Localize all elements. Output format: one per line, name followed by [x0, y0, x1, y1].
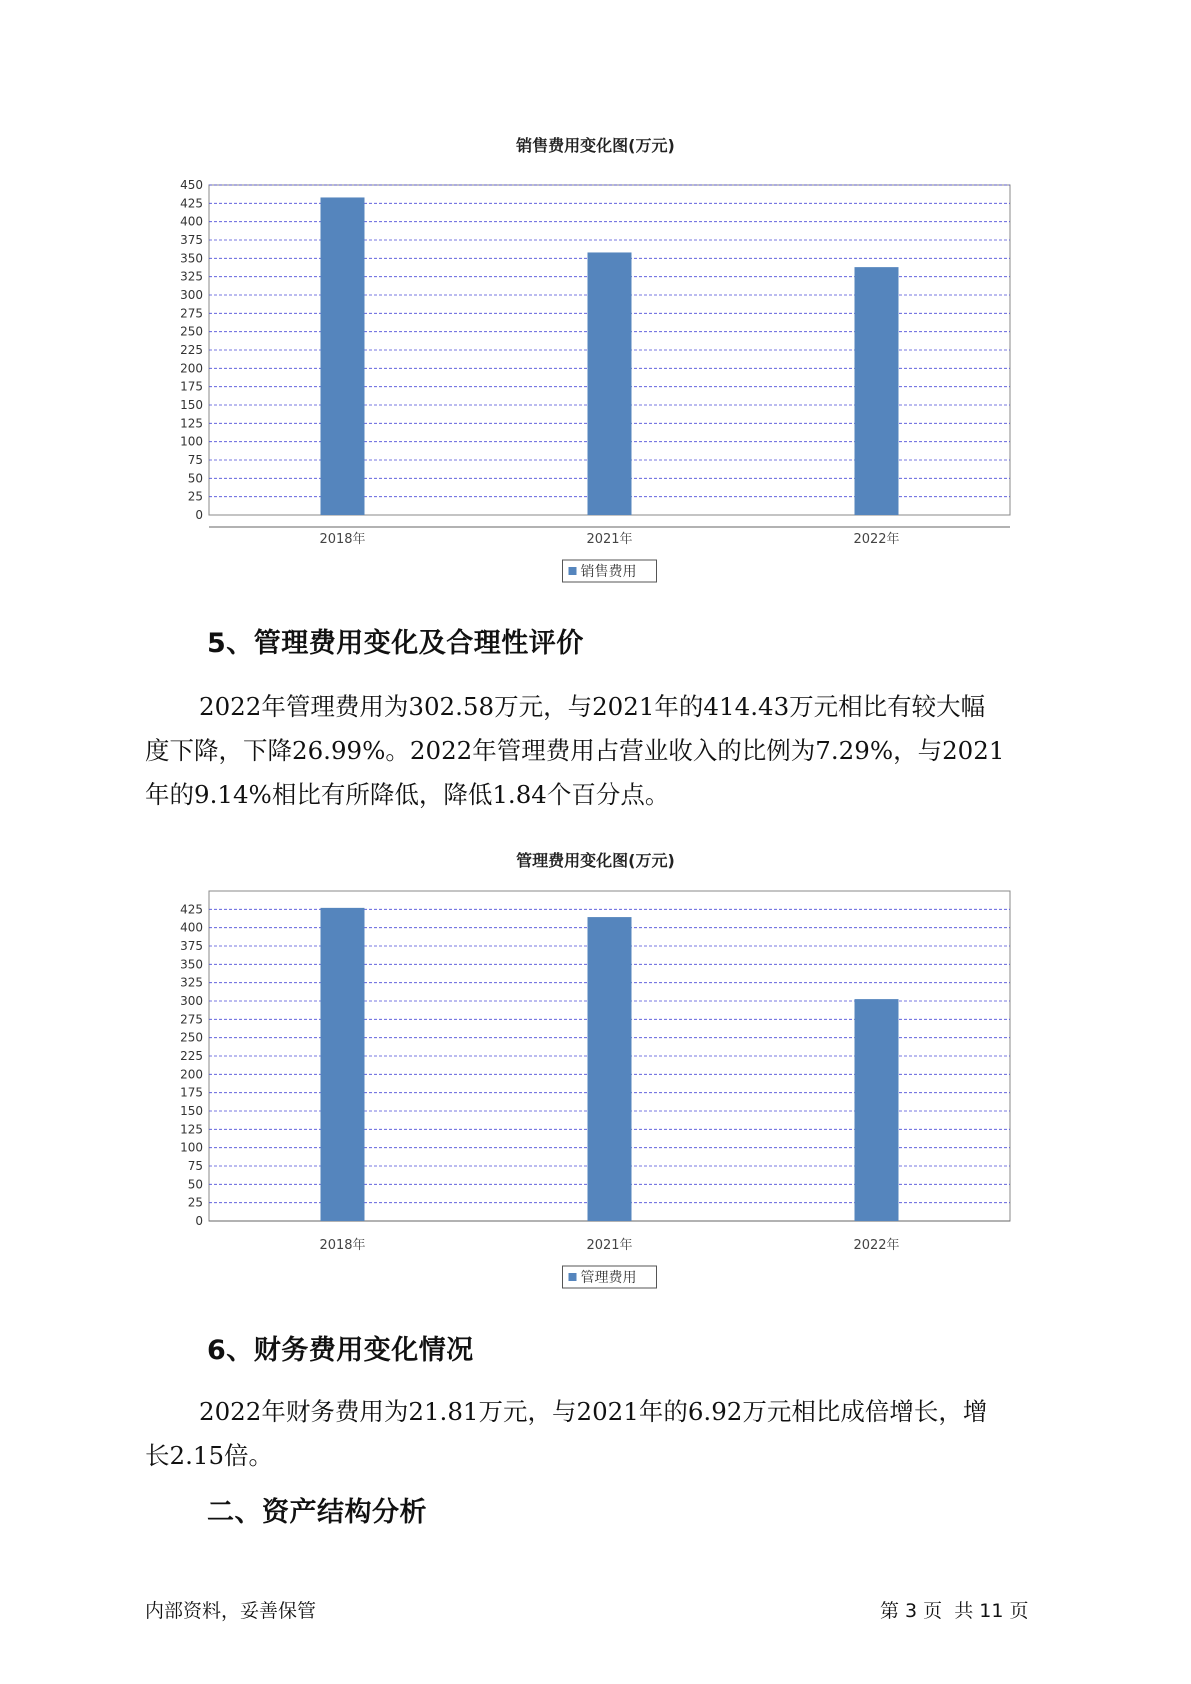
paragraph-line: 度下降，下降26.99%。2022年管理费用占营业收入的比例为7.29%，与2021	[145, 736, 1005, 765]
section-6-paragraph	[145, 1390, 1055, 1478]
y-tick-label: 200	[180, 1067, 203, 1082]
y-tick-label: 250	[180, 324, 203, 339]
y-tick-label: 325	[180, 269, 203, 284]
y-tick-label: 300	[180, 288, 203, 302]
y-tick-label: 25	[187, 489, 203, 504]
y-tick-label: 175	[180, 379, 203, 394]
y-tick-label: 100	[180, 1140, 203, 1155]
y-tick-label: 0	[195, 1214, 203, 1228]
y-tick-label: 50	[187, 471, 203, 486]
y-tick-label: 400	[180, 214, 203, 229]
legend-swatch	[569, 1273, 577, 1281]
bar	[321, 908, 365, 1221]
asset-structure-heading: 二、资产结构分析	[207, 1497, 427, 1528]
paragraph-line: 年的9.14%相比有所降低，降低1.84个百分点。	[145, 780, 670, 809]
y-tick-label: 400	[180, 920, 203, 935]
y-tick-label: 375	[180, 233, 203, 247]
y-tick-label: 175	[180, 1085, 203, 1100]
legend-label: 管理费用	[580, 1270, 637, 1286]
y-tick-label: 75	[187, 453, 203, 467]
y-tick-label: 25	[187, 1195, 203, 1210]
sales-expense-chart-title: 销售费用变化图(万元)	[516, 136, 675, 155]
x-tick-label: 2021年	[586, 1238, 633, 1253]
y-tick-label: 100	[180, 434, 203, 449]
x-tick-label: 2021年	[586, 532, 633, 547]
section-5-heading: 5、管理费用变化及合理性评价	[207, 628, 584, 659]
y-tick-label: 225	[180, 1049, 203, 1063]
y-tick-label: 150	[180, 398, 203, 412]
footer-confidential: 内部资料，妥善保管	[145, 1600, 317, 1622]
paragraph-line: 长2.15倍。	[145, 1441, 274, 1470]
x-tick-label: 2022年	[853, 1238, 900, 1253]
y-tick-label: 50	[187, 1177, 203, 1192]
y-tick-label: 275	[180, 306, 203, 321]
y-tick-label: 375	[180, 939, 203, 953]
footer-page-number: 第 3 页 共 11 页	[880, 1600, 1029, 1622]
paragraph-line: 2022年管理费用为302.58万元，与2021年的414.43万元相比有较大幅	[199, 692, 986, 721]
bar	[588, 917, 632, 1221]
y-tick-label: 350	[180, 251, 203, 266]
y-tick-label: 425	[180, 902, 203, 917]
y-tick-label: 225	[180, 343, 203, 357]
y-tick-label: 0	[195, 508, 203, 522]
y-tick-label: 450	[180, 178, 203, 192]
y-tick-label: 275	[180, 1012, 203, 1027]
y-tick-label: 150	[180, 1104, 203, 1118]
y-tick-label: 125	[180, 1122, 203, 1137]
y-tick-label: 300	[180, 994, 203, 1008]
admin-expense-chart-title: 管理费用变化图(万元)	[516, 851, 675, 870]
bar	[855, 999, 899, 1221]
paragraph-line: 2022年财务费用为21.81万元，与2021年的6.92万元相比成倍增长，增	[199, 1397, 988, 1426]
section-6-heading: 6、财务费用变化情况	[207, 1335, 474, 1366]
y-tick-label: 125	[180, 416, 203, 431]
x-tick-label: 2018年	[319, 1238, 366, 1253]
y-tick-label: 75	[187, 1159, 203, 1173]
y-tick-label: 200	[180, 361, 203, 376]
x-tick-label: 2022年	[853, 532, 900, 547]
y-tick-label: 325	[180, 975, 203, 990]
y-tick-label: 425	[180, 196, 203, 211]
y-tick-label: 250	[180, 1030, 203, 1045]
legend-label: 销售费用	[580, 564, 637, 580]
y-tick-label: 350	[180, 957, 203, 972]
x-tick-label: 2018年	[319, 532, 366, 547]
